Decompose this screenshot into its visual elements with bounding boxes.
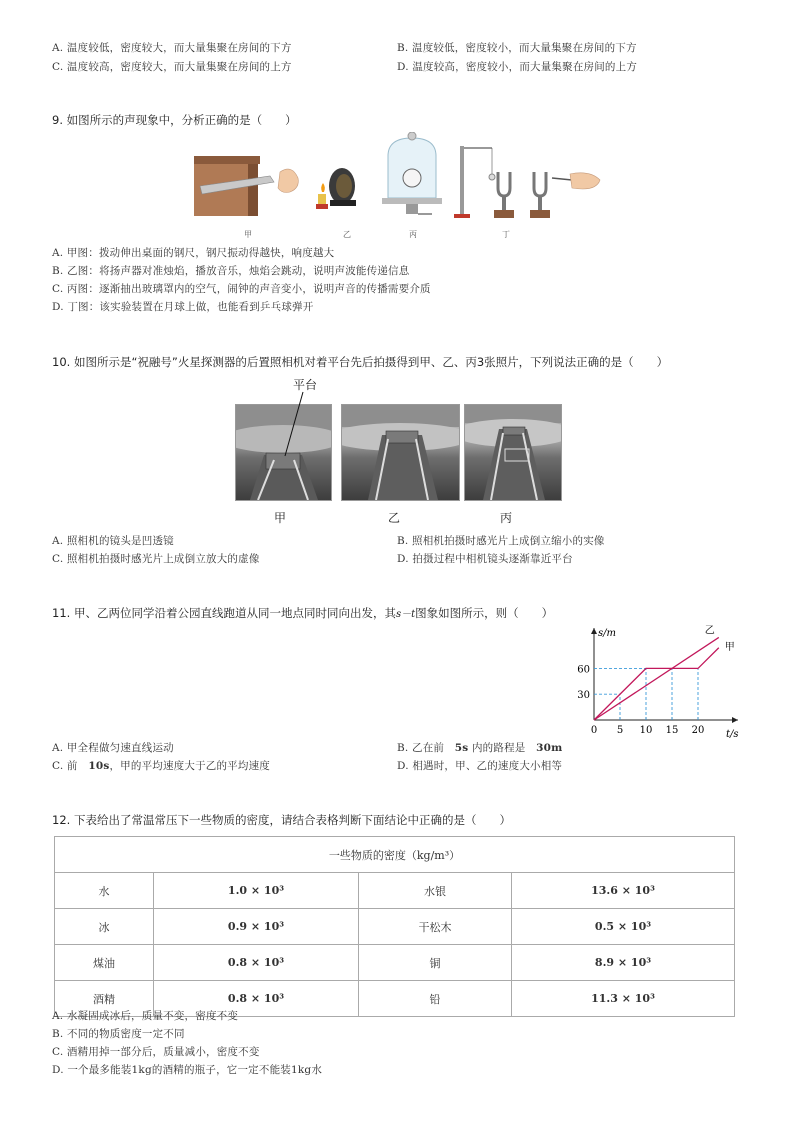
- x-tick-label: 10: [639, 725, 653, 736]
- q12-option-c: C. 酒精用掉一部分后，质量减小，密度不变: [52, 1046, 260, 1058]
- table-row: 煤油 0.8 × 10³ 铜 8.9 × 10³: [55, 945, 735, 981]
- x-tick-label: 5: [616, 725, 624, 736]
- bell-jar-illustration: [382, 132, 442, 214]
- caption-bing: 丙: [409, 230, 417, 239]
- photo-caption-yi: 乙: [388, 511, 401, 525]
- q8-option-b: B. 温度较低，密度较小，而大量集聚在房间的下方: [397, 42, 637, 54]
- caption-yi: 乙: [343, 230, 351, 239]
- platform-label: 平台: [293, 378, 318, 392]
- photo-bing: [464, 404, 562, 501]
- y-tick-label: 60: [577, 664, 590, 676]
- q12-stem: 12. 下表给出了常温常压下一些物质的密度，请结合表格判断下面结论中正确的是（ ）: [52, 813, 511, 827]
- photo-yi: [341, 404, 460, 501]
- q9-option-d: D. 丁图：该实验装置在月球上做，也能看到乒乓球弹开: [52, 301, 314, 313]
- q8-option-a: A. 温度较低，密度较大，而大量集聚在房间的下方: [52, 42, 292, 54]
- q8-option-c: C. 温度较高，密度较大，而大量集聚在房间的上方: [52, 61, 292, 73]
- speaker-candle-illustration: [316, 168, 356, 209]
- series-line-jia: [594, 648, 719, 720]
- y-axis-label: s/m: [598, 628, 616, 639]
- q10-option-d: D. 拍摄过程中相机镜头逐渐靠近平台: [397, 553, 573, 565]
- q9-option-c: C. 丙图：逐渐抽出玻璃罩内的空气，闹钟的声音变小，说明声音的传播需要介质: [52, 283, 431, 295]
- q11-stem: 11. 甲、乙两位同学沿着公园直线跑道从同一地点同时同向出发，其s－t图象如图所示，则（ ）: [52, 606, 554, 620]
- x-tick-label: 15: [665, 725, 679, 736]
- y-tick-label: 30: [577, 690, 590, 702]
- q10-option-c: C. 照相机拍摄时感光片上成倒立放大的虚像: [52, 553, 260, 565]
- density-table: [54, 836, 735, 1017]
- q9-figures: [192, 132, 602, 236]
- q10-option-a: A. 照相机的镜头是凹透镜: [52, 535, 174, 547]
- caption-ding: 丁: [502, 230, 510, 239]
- tuning-fork-illustration: [454, 146, 600, 218]
- q11-option-d: D. 相遇时，甲、乙的速度大小相等: [397, 760, 563, 772]
- q11-option-b: B. 乙在前 5s 内的路程是 30m: [397, 742, 563, 754]
- table-row: 冰 0.9 × 10³ 干松木 0.5 × 10³: [55, 909, 735, 945]
- q9-stem: 9. 如图所示的声现象中，分析正确的是（ ）: [52, 113, 297, 127]
- q9-option-a: A. 甲图：拨动伸出桌面的钢尺，钢尺振动得越快，响度越大: [52, 247, 335, 259]
- series-label-yi: 乙: [704, 625, 715, 637]
- photo-caption-jia: 甲: [274, 511, 287, 525]
- q9-option-b: B. 乙图：将扬声器对准烛焰，播放音乐，烛焰会跳动，说明声波能传递信息: [52, 265, 410, 277]
- table-title: 一些物质的密度（kg/m³）: [55, 837, 735, 873]
- table-row: 酒精 0.8 × 10³ 铅 11.3 × 10³: [55, 981, 735, 1017]
- caption-jia: 甲: [244, 230, 252, 239]
- ruler-on-table-illustration: [194, 156, 298, 216]
- q12-option-d: D. 一个最多能装1kg的酒精的瓶子，它一定不能装1kg水: [52, 1064, 323, 1076]
- q11-option-a: A. 甲全程做匀速直线运动: [52, 742, 174, 754]
- series-line-yi: [594, 637, 719, 720]
- q10-stem: 10. 如图所示是“祝融号”火星探测器的后置照相机对着平台先后拍摄得到甲、乙、丙3张照片，下列说法正确的是（ ）: [52, 355, 669, 369]
- x-tick-label: 0: [590, 725, 598, 736]
- q8-option-d: D. 温度较高，密度较小，而大量集聚在房间的上方: [397, 61, 638, 73]
- q12-option-a: A. 水凝固成冰后，质量不变，密度不变: [52, 1010, 239, 1022]
- y-axis-arrow: [591, 628, 597, 634]
- photo-caption-bing: 丙: [500, 511, 513, 525]
- platform-pointer-line: [275, 390, 315, 460]
- x-tick-label: 20: [691, 725, 705, 736]
- q12-option-b: B. 不同的物质密度一定不同: [52, 1028, 185, 1040]
- x-axis-arrow: [732, 717, 738, 723]
- s-t-chart: [572, 622, 752, 744]
- q11-option-c: C. 前 10s，甲的平均速度大于乙的平均速度: [52, 760, 270, 772]
- q10-option-b: B. 照相机拍摄时感光片上成倒立缩小的实像: [397, 535, 605, 547]
- table-row: 水 1.0 × 10³ 水银 13.6 × 10³: [55, 873, 735, 909]
- series-label-jia: 甲: [724, 641, 735, 653]
- x-axis-label: t/s: [726, 729, 739, 740]
